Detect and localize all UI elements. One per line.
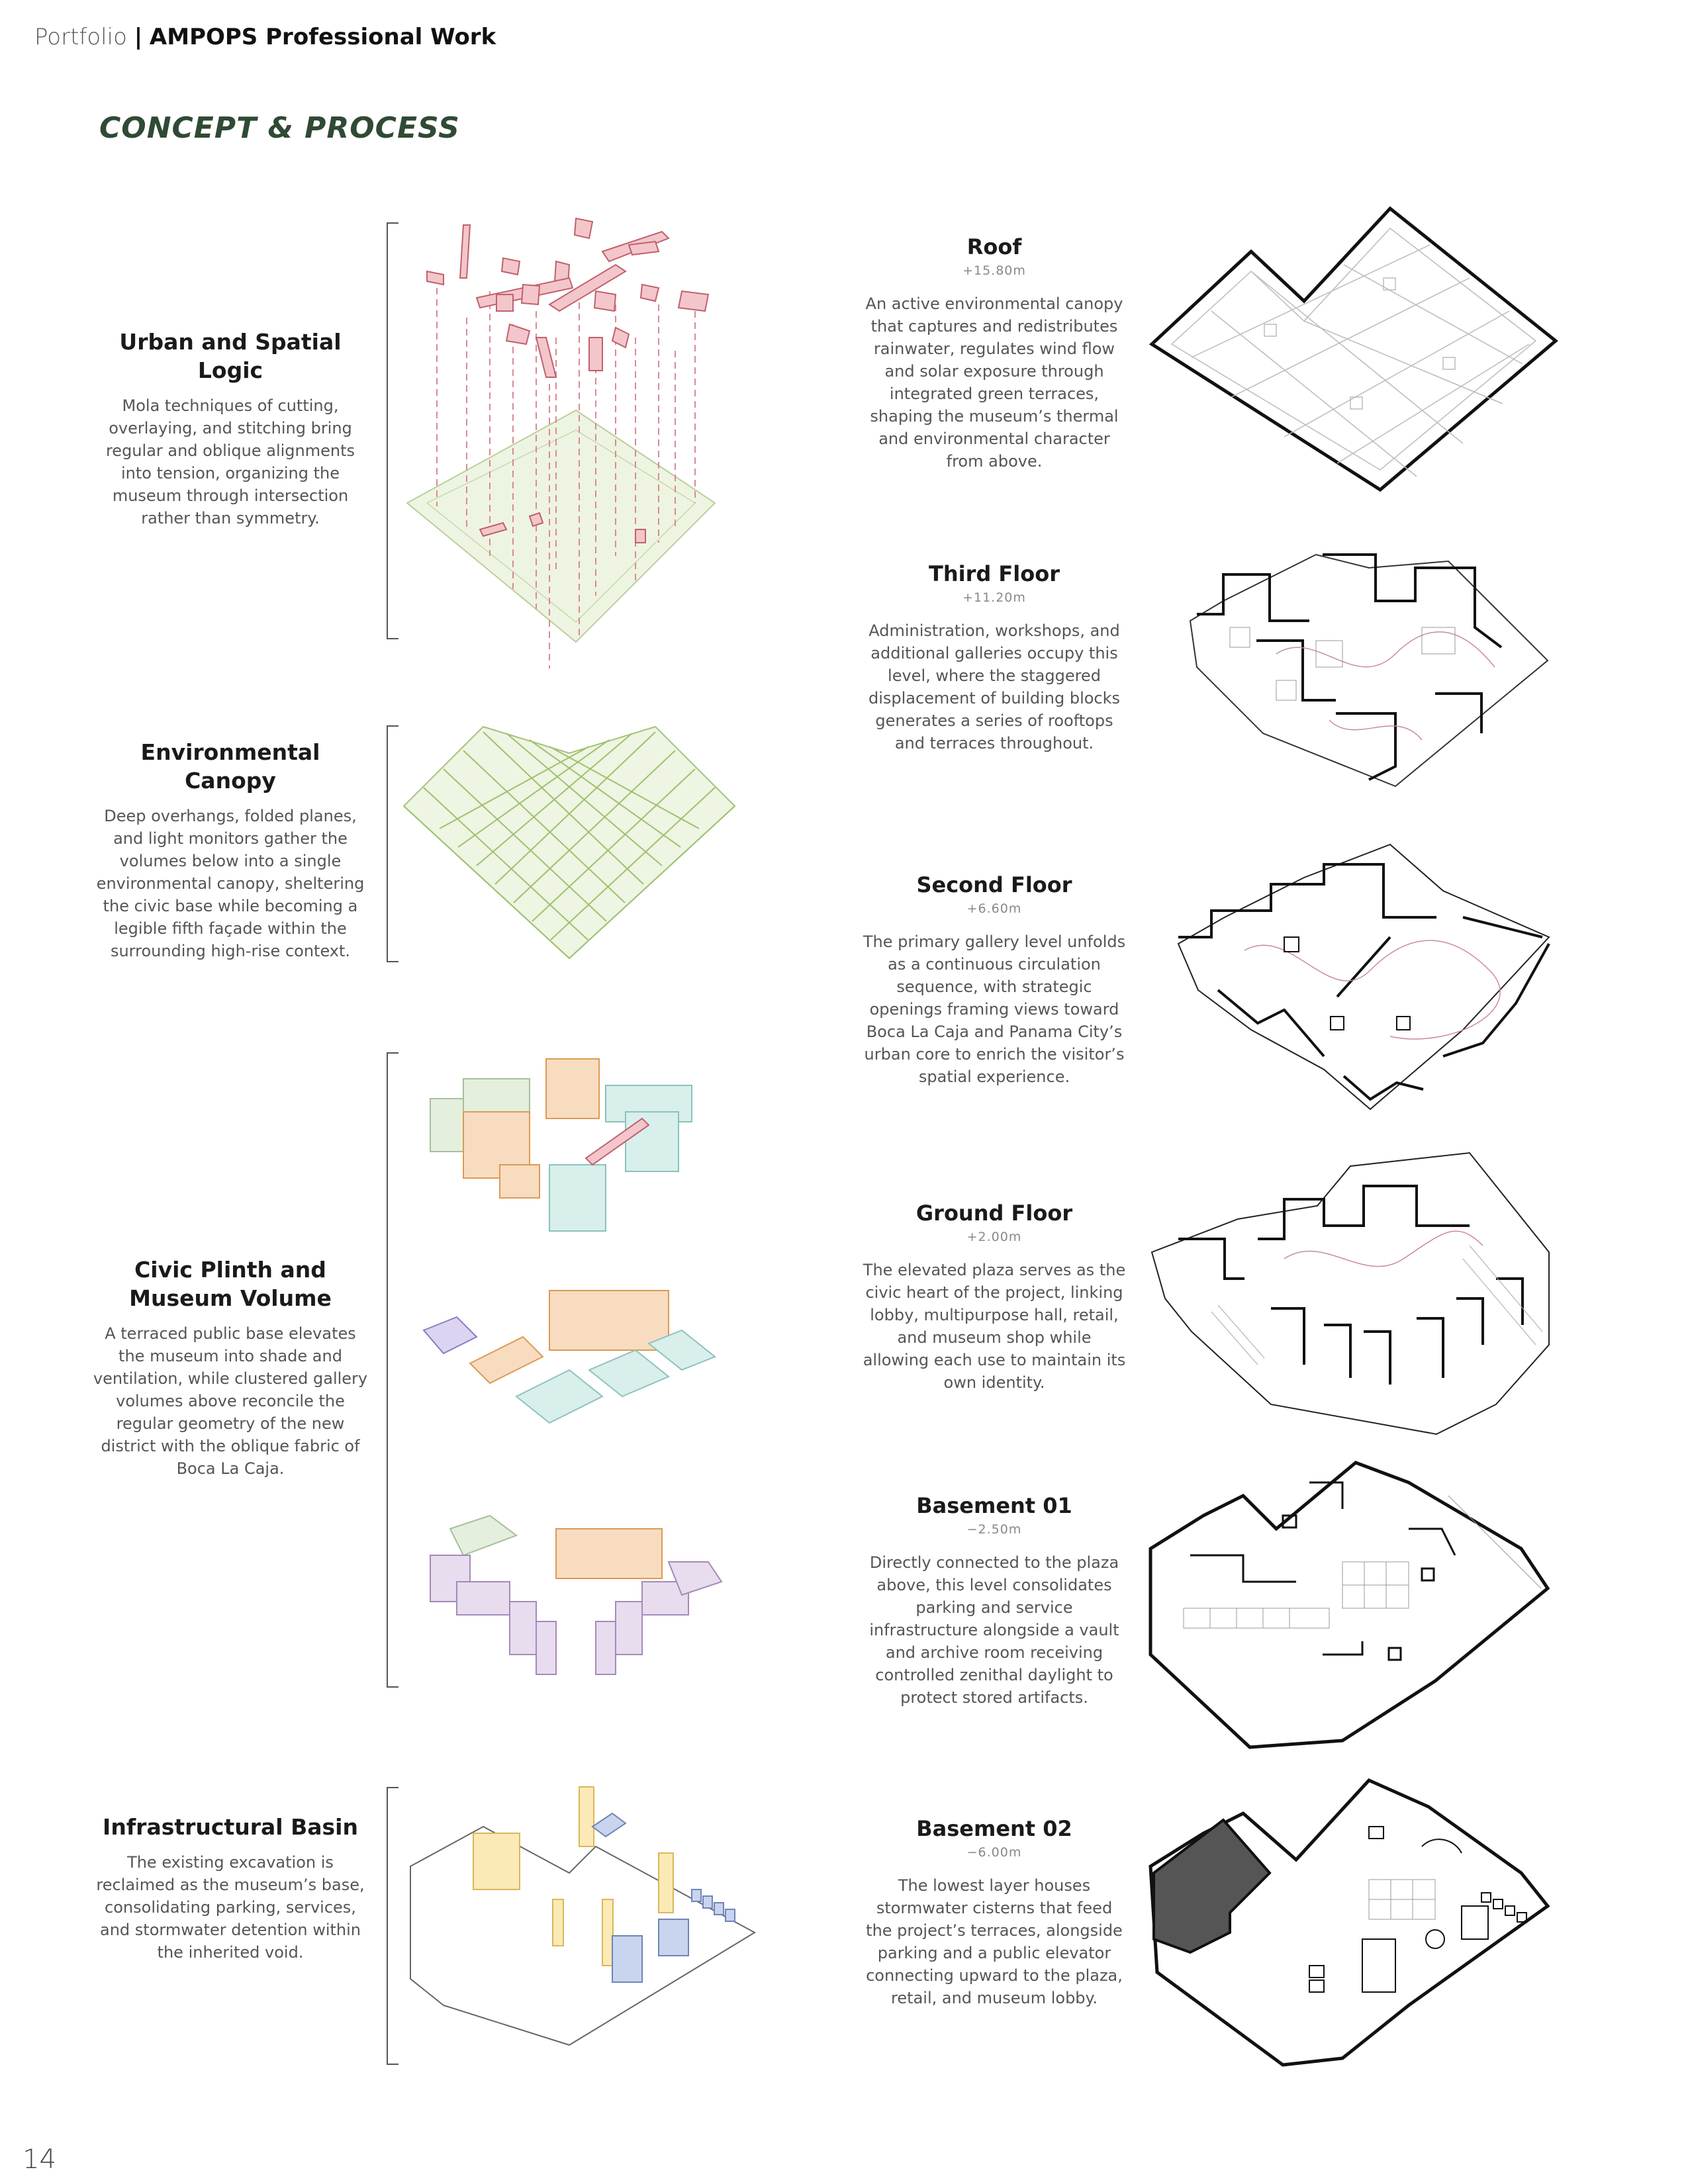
- floor-roof: [862, 234, 1127, 473]
- concept-urban-spatial-logic: [91, 328, 369, 529]
- floor-text: The lowest layer houses stormwater cisterns that feed the project’s terraces, alongside parking and a public elevator connecting upward to the plaza, retail, and museum lobby.: [866, 1876, 1123, 2007]
- floor-third: [862, 561, 1127, 754]
- bracket-divider: [387, 1787, 388, 2065]
- floor-title: Basement 02: [916, 1816, 1072, 1841]
- floor-text: The primary gallery level unfolds as a continuous circulation sequence, with strategic openings framing views toward Boca La Caja and Panama City’s urban core to enrich the visitor’s spatial experience.: [863, 933, 1126, 1086]
- floor-basement-01: [862, 1493, 1127, 1709]
- header-separator: |: [134, 24, 143, 50]
- floor-ground: [862, 1201, 1127, 1394]
- concept-text: Deep overhangs, folded planes, and light monitors gather the volumes below into a single environmental canopy, sheltering the civic base while becoming a legible fifth façade within the surrounding high-rise context.: [96, 806, 365, 960]
- bracket-divider: [387, 1052, 388, 1688]
- third-floor-plan-drawing: [1184, 548, 1554, 794]
- second-floor-plan-drawing: [1172, 838, 1556, 1116]
- basin-diagram: [404, 1780, 761, 2058]
- concept-title: Civic Plinth and Museum Volume: [129, 1257, 332, 1311]
- floor-text: An active environmental canopy that captures and redistributes rainwater, regulates wind flow and solar exposure through integrated green terraces, shaping the museum’s thermal and environmental character from above.: [865, 295, 1123, 471]
- floor-second: [862, 872, 1127, 1088]
- floor-text: Directly connected to the plaza above, this level consolidates parking and service infrastructure alongside a vault and archive room receiving controlled zenithal daylight to protect stored artifacts.: [869, 1553, 1119, 1707]
- concept-title: Environmental Canopy: [140, 739, 320, 794]
- urban-logic-diagram: [397, 212, 741, 649]
- section-title: CONCEPT & PROCESS: [99, 111, 460, 145]
- floor-text: Administration, workshops, and additional galleries occupy this level, where the staggered displacement of building blocks generates a series of rooftops and terraces throughout.: [868, 621, 1121, 752]
- floor-elevation: +15.80m: [962, 263, 1026, 278]
- basement-02-plan-drawing: [1144, 1774, 1554, 2065]
- floor-title: Roof: [966, 234, 1022, 259]
- plinth-diagram: [417, 1052, 728, 1688]
- floor-title: Basement 01: [916, 1493, 1072, 1518]
- basement-01-plan-drawing: [1144, 1456, 1554, 1747]
- concept-civic-plinth: [91, 1256, 369, 1480]
- floor-elevation: −6.00m: [966, 1845, 1022, 1860]
- ground-floor-plan-drawing: [1152, 1146, 1556, 1437]
- floor-title: Ground Floor: [915, 1201, 1073, 1226]
- floor-elevation: +2.00m: [966, 1230, 1022, 1244]
- concept-text: Mola techniques of cutting, overlaying, and stitching bring regular and oblique alignments into tension, organizing the museum through intersection rather than symmetry.: [105, 396, 355, 527]
- page-number: 14: [23, 2144, 56, 2175]
- canopy-diagram: [404, 727, 735, 958]
- floor-text: The elevated plaza serves as the civic heart of the project, linking lobby, multipurpose hall, retail, and museum shop while allowing each use to maintain its own identity.: [863, 1261, 1126, 1392]
- bracket-divider: [387, 725, 388, 962]
- floor-title: Second Floor: [916, 872, 1072, 897]
- concept-title: Infrastructural Basin: [103, 1814, 358, 1840]
- concept-text: The existing excavation is reclaimed as the museum’s base, consolidating parking, services, and stormwater detention within the inherited void.: [96, 1852, 365, 1962]
- bracket-divider: [387, 222, 388, 639]
- concept-environmental-canopy: [91, 739, 369, 962]
- concept-text: A terraced public base elevates the museum into shade and ventilation, while clustered gallery volumes above reconcile the regular geometry of the new district with the oblique fabric of Boca La Caja.: [93, 1324, 368, 1478]
- concept-title: Urban and Spatial Logic: [119, 329, 342, 383]
- page-header: [34, 24, 496, 50]
- floor-elevation: +11.20m: [962, 590, 1026, 605]
- concept-infrastructural-basin: [91, 1813, 369, 1964]
- header-title: AMPOPS Professional Work: [149, 24, 496, 50]
- floor-elevation: +6.60m: [966, 901, 1022, 916]
- header-prefix: Portfolio: [34, 24, 127, 50]
- floor-title: Third Floor: [929, 561, 1060, 586]
- roof-plan-drawing: [1152, 205, 1562, 496]
- floor-elevation: −2.50m: [966, 1522, 1022, 1537]
- floor-basement-02: [862, 1816, 1127, 2009]
